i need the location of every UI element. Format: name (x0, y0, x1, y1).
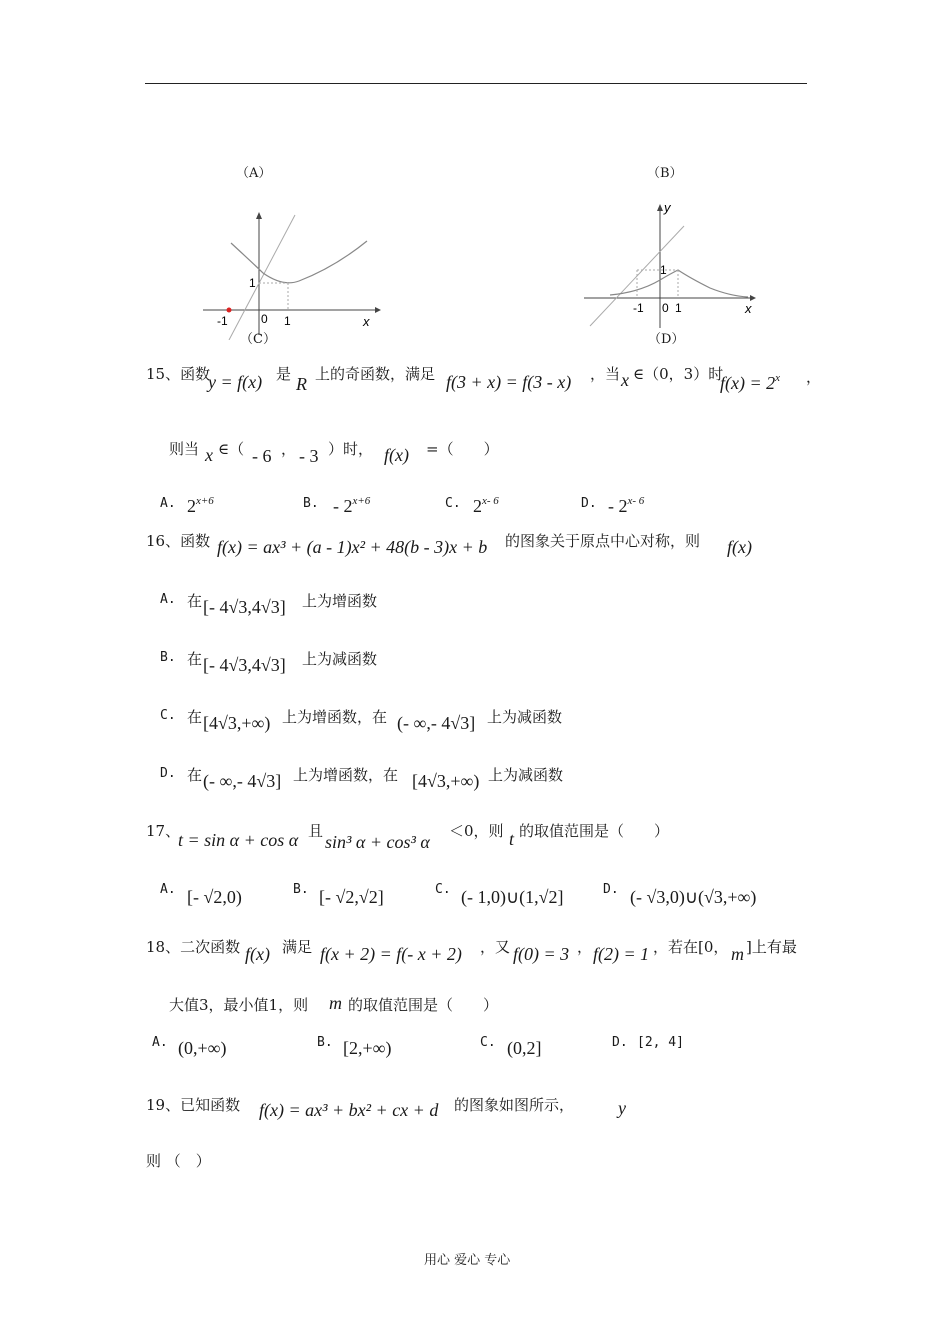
q15-option-b-label: B. (303, 496, 319, 511)
q18-text-4: ，若在[0， (653, 938, 729, 956)
q16-text-1: 的图象关于原点中心对称，则 (505, 532, 701, 550)
q15-line2-d: ， (281, 440, 297, 458)
q16-number: 16、函数 (146, 532, 211, 550)
graph-c-tick-1x: 1 (284, 314, 291, 328)
q15-func: y = f(x) (208, 372, 263, 392)
q16-option-b-text-2: 上为减函数 (302, 650, 378, 668)
page-footer: 用心 爱心 专心 (424, 1253, 511, 1268)
q16-option-d-text-1: 在 (187, 766, 203, 784)
graph-c-tick-neg1: -1 (217, 314, 228, 328)
q16-formula: f(x) = ax³ + (a - 1)x² + 48(b - 3)x + b (217, 537, 488, 557)
q18-option-a: (0,+∞) (178, 1038, 227, 1058)
graph-c-point (227, 308, 232, 313)
q17-text-2: ＜0，则 (449, 822, 504, 840)
q15-option-b: - $2^{x+6}$ (333, 495, 371, 516)
q17-eq2: sin³ α + cos³ α (325, 832, 430, 852)
q15-option-c-label: C. (445, 496, 461, 511)
q16-option-a-text-2: 上为增函数 (302, 592, 378, 610)
q18-option-d-label: D. (612, 1035, 628, 1050)
q16-option-b-interval: [- 4√3,4√3] (203, 655, 286, 675)
q18-equation: f(x + 2) = f(- x + 2) (320, 944, 462, 964)
q18-text-3: ， (577, 938, 593, 956)
graph-d-tick-0: 0 (662, 301, 669, 315)
q16-option-c-text-2: 上为增函数，在 (282, 708, 388, 726)
q16-option-b-label: B. (160, 650, 176, 665)
q18-line2-m: m (329, 993, 342, 1013)
q15-option-c: 2$^{x- 6}$ (473, 495, 499, 516)
q16-option-d-interval-1: (- ∞,- 4√3] (203, 771, 282, 791)
graph-d-tick-neg1: -1 (633, 301, 644, 315)
q18-text-1: 满足 (282, 938, 313, 956)
q18-line2-b: 的取值范围是（ ） (348, 996, 499, 1014)
q18-option-a-label: A. (152, 1035, 168, 1050)
q17-option-d-label: D. (603, 882, 619, 897)
graph-c-x-label: x (363, 314, 370, 329)
q16-fx: f(x) (727, 537, 752, 557)
q16-option-a-label: A. (160, 592, 176, 607)
q16-option-d-text-2: 上为增函数，在 (293, 766, 399, 784)
q16-option-b-text-1: 在 (187, 650, 203, 668)
q15-option-d-label: D. (581, 496, 597, 511)
q18-text-5: ]上有最 (746, 938, 797, 956)
header-rule (145, 83, 807, 84)
q18-f0: f(0) = 3 (513, 944, 570, 964)
q16-option-a-text-1: 在 (187, 592, 203, 610)
q18-text-2: ，又 (480, 938, 511, 956)
q15-line2-b: ∈（ (218, 440, 245, 458)
q15-line2-x: x (205, 445, 213, 465)
graph-c-tick-0: 0 (261, 312, 268, 326)
q17-option-c: (- 1,0)∪(1,√2] (461, 887, 564, 907)
q18-fx: f(x) (245, 944, 270, 964)
q18-option-c-label: C. (480, 1035, 496, 1050)
q18-option-b-label: B. (317, 1035, 333, 1050)
q15-text-3: ，当 (590, 365, 621, 383)
q16-option-c-text-3: 上为减函数 (487, 708, 563, 726)
q18-m: m (731, 944, 744, 964)
q16-option-d-text-3: 上为减函数 (488, 766, 564, 784)
graph-c (195, 205, 385, 340)
q18-line2-a: 大值3，最小值1，则 (169, 996, 309, 1014)
graph-d-x-label: x (745, 301, 752, 316)
q18-option-b: [2,+∞) (343, 1038, 392, 1058)
q17-option-b-label: B. (293, 882, 309, 897)
graph-d-y-label: y (664, 200, 671, 215)
q15-line2-f: ）时， (328, 440, 374, 458)
q17-option-a: [- √2,0) (187, 887, 242, 907)
q15-line2-c: - 6 (252, 446, 272, 466)
q15-line2-a: 则当 (169, 440, 200, 458)
graph-c-tick-1: 1 (249, 276, 256, 290)
q15-fx: $f(x) = 2^x$ (720, 372, 781, 393)
q15-line2-e: - 3 (299, 446, 319, 466)
q19-number: 19、已知函数 (146, 1096, 241, 1114)
q17-option-d: (- √3,0)∪(√3,+∞) (630, 887, 757, 907)
q15-text-4: ∈（0，3）时 (633, 365, 724, 383)
q17-t: t (509, 829, 515, 849)
q15-option-a: $2^{x+6}$ (187, 495, 214, 516)
q15-text-2: 上的奇函数，满足 (315, 365, 436, 383)
q18-number: 18、二次函数 (146, 938, 241, 956)
q17-text-1: 且 (308, 822, 324, 840)
q17-text-3: 的取值范围是（ ） (519, 822, 670, 840)
q15-number: 15、函数 (146, 365, 211, 383)
q17-number: 17、 (146, 822, 181, 840)
q15-text-5: ， (806, 368, 822, 386)
graph-label-a: （A） (236, 166, 272, 181)
q16-option-c-interval-1: [4√3,+∞) (203, 713, 271, 733)
graph-d-curve (610, 270, 748, 297)
q15-option-d: - 2$^{x- 6}$ (608, 495, 645, 516)
q15-option-a-label: A. (160, 496, 176, 511)
q15-equation: f(3 + x) = f(3 - x) (446, 372, 572, 392)
q17-option-b: [- √2,√2] (319, 887, 384, 907)
q15-line2-fx: f(x) (384, 445, 409, 465)
q17-option-a-label: A. (160, 882, 176, 897)
q16-option-c-label: C. (160, 708, 176, 723)
q19-line2: 则 （ ） (146, 1152, 211, 1170)
q15-text-1: 是 (276, 365, 292, 383)
q15-R: R (296, 374, 307, 394)
graph-d-tick-1: 1 (660, 263, 667, 277)
q19-y: y (618, 1098, 626, 1118)
graph-d (580, 198, 760, 333)
q16-option-d-label: D. (160, 766, 176, 781)
q17-eq1: t = sin α + cos α (178, 830, 299, 850)
graph-label-c: （C） (240, 332, 276, 347)
q18-option-d: [2, 4] (637, 1035, 684, 1050)
graph-d-tick-1x: 1 (675, 301, 682, 315)
q15-line2-g: =（ ） (426, 440, 499, 458)
q16-option-c-text-1: 在 (187, 708, 203, 726)
q17-option-c-label: C. (435, 882, 451, 897)
q18-f2: f(2) = 1 (593, 944, 650, 964)
q16-option-c-interval-2: (- ∞,- 4√3] (397, 713, 476, 733)
q19-formula: f(x) = ax³ + bx² + cx + d (259, 1100, 439, 1120)
graph-label-d: （D） (648, 332, 685, 347)
q16-option-d-interval-2: [4√3,+∞) (412, 771, 480, 791)
q15-x: x (621, 370, 629, 390)
q16-option-a-interval: [- 4√3,4√3] (203, 597, 286, 617)
q18-option-c: (0,2] (507, 1038, 542, 1058)
graph-label-b: （B） (647, 166, 683, 181)
q19-text-1: 的图象如图所示， (454, 1096, 575, 1114)
